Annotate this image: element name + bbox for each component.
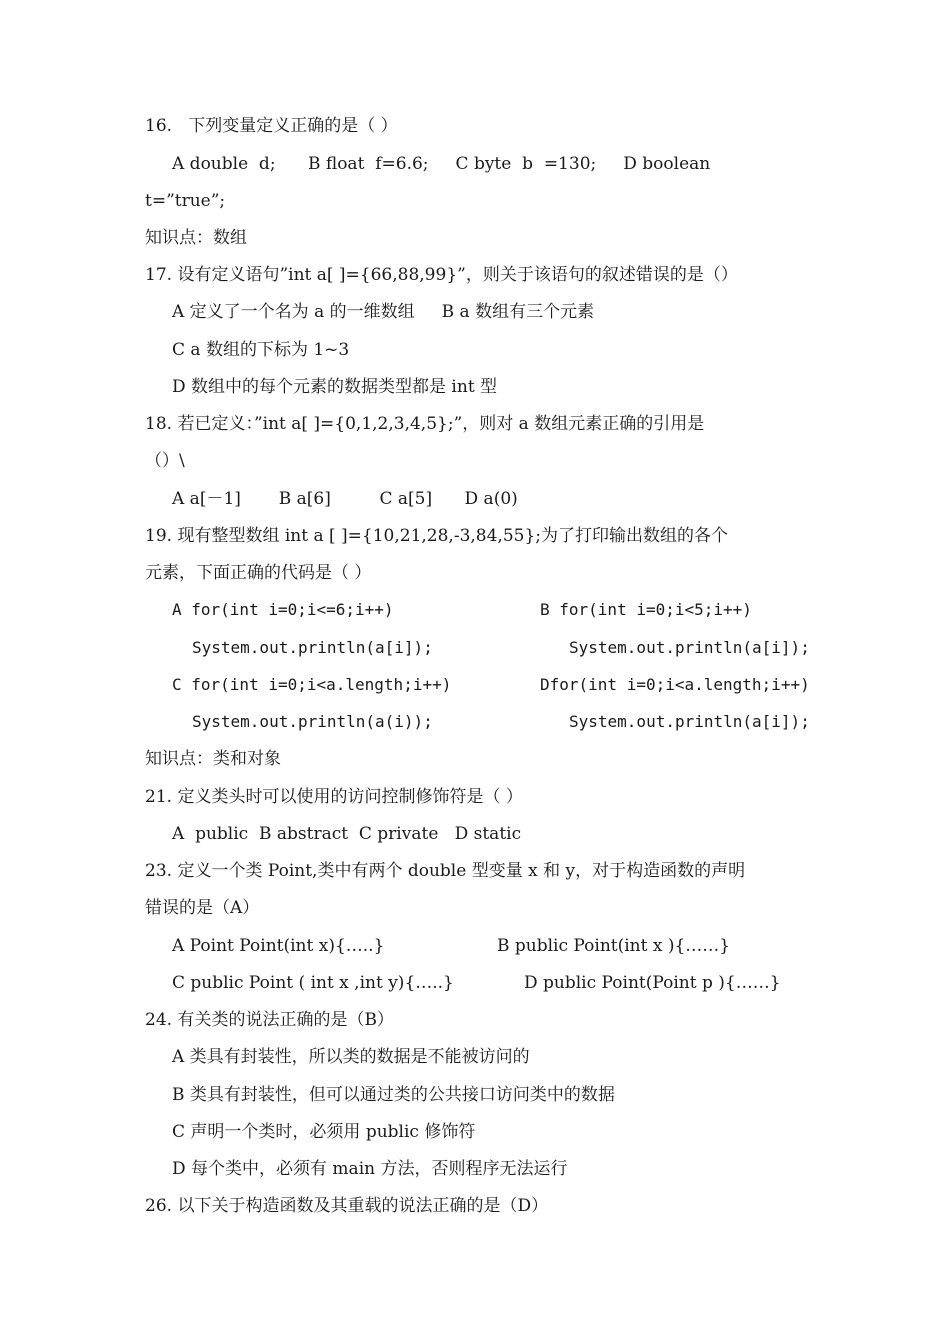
- question-17-option-d: D 数组中的每个元素的数据类型都是 int 型: [172, 377, 498, 397]
- question-19-option-c-line1: C for(int i=0;i<a.length;i++): [172, 675, 452, 694]
- question-17-option-c: C a 数组的下标为 1~3: [172, 340, 350, 360]
- question-21-options: A public B abstract C private D static: [172, 824, 522, 844]
- question-16-options: A double d; B float f=6.6; C byte b =130; D boolean: [172, 154, 711, 174]
- question-19-cont: 元素，下面正确的代码是（ ）: [145, 563, 372, 583]
- question-19: 19. 现有整型数组 int a [ ]={10,21,28,-3,84,55};为了打印输出数组的各个: [145, 526, 729, 546]
- question-19-option-b-line1: B for(int i=0;i<5;i++): [540, 600, 752, 619]
- question-23-option-d: D public Point(Point p ){……}: [524, 973, 781, 993]
- question-18-cont: （）\: [145, 451, 185, 471]
- question-19-option-d-line1: Dfor(int i=0;i<a.length;i++): [540, 675, 810, 694]
- question-17-options-ab: A 定义了一个名为 a 的一维数组 B a 数组有三个元素: [172, 302, 595, 322]
- question-16-options-cont: t=”true”;: [145, 191, 226, 211]
- knowledge-point-array: 知识点：数组: [145, 228, 247, 248]
- question-24-option-a: A 类具有封装性，所以类的数据是不能被访问的: [172, 1047, 530, 1067]
- question-19-option-d-line2: System.out.println(a[i]);: [569, 712, 810, 731]
- question-16: 16. 下列变量定义正确的是（ ）: [145, 116, 398, 136]
- question-18-options: A a[－1] B a[6] C a[5] D a(0): [172, 489, 518, 509]
- question-24-option-b: B 类具有封装性，但可以通过类的公共接口访问类中的数据: [172, 1085, 615, 1105]
- question-19-option-a-line2: System.out.println(a[i]);: [192, 638, 433, 657]
- question-23-option-b: B public Point(int x ){……}: [497, 936, 731, 956]
- question-26: 26. 以下关于构造函数及其重载的说法正确的是（D）: [145, 1196, 549, 1216]
- question-23-cont: 错误的是（A）: [145, 898, 260, 918]
- question-24-option-d: D 每个类中，必须有 main 方法，否则程序无法运行: [172, 1159, 568, 1179]
- question-17: 17. 设有定义语句”int a[ ]={66,88,99}”，则关于该语句的叙述错误的是（）: [145, 265, 738, 285]
- question-19-option-b-line2: System.out.println(a[i]);: [569, 638, 810, 657]
- knowledge-point-class: 知识点：类和对象: [145, 749, 281, 769]
- question-18: 18. 若已定义：”int a[ ]={0,1,2,3,4,5};”，则对 a 数组元素正确的引用是: [145, 414, 705, 434]
- question-19-option-c-line2: System.out.println(a(i));: [192, 712, 433, 731]
- question-24-option-c: C 声明一个类时，必须用 public 修饰符: [172, 1122, 476, 1142]
- question-24: 24. 有关类的说法正确的是（B）: [145, 1010, 394, 1030]
- question-23-option-c: C public Point ( int x ,int y){…..}: [172, 973, 454, 993]
- question-23: 23. 定义一个类 Point,类中有两个 double 型变量 x 和 y，对于构造函数的声明: [145, 861, 746, 881]
- question-23-option-a: A Point Point(int x){…..}: [172, 936, 385, 956]
- question-21: 21. 定义类头时可以使用的访问控制修饰符是（ ）: [145, 787, 523, 807]
- question-19-option-a-line1: A for(int i=0;i<=6;i++): [172, 600, 394, 619]
